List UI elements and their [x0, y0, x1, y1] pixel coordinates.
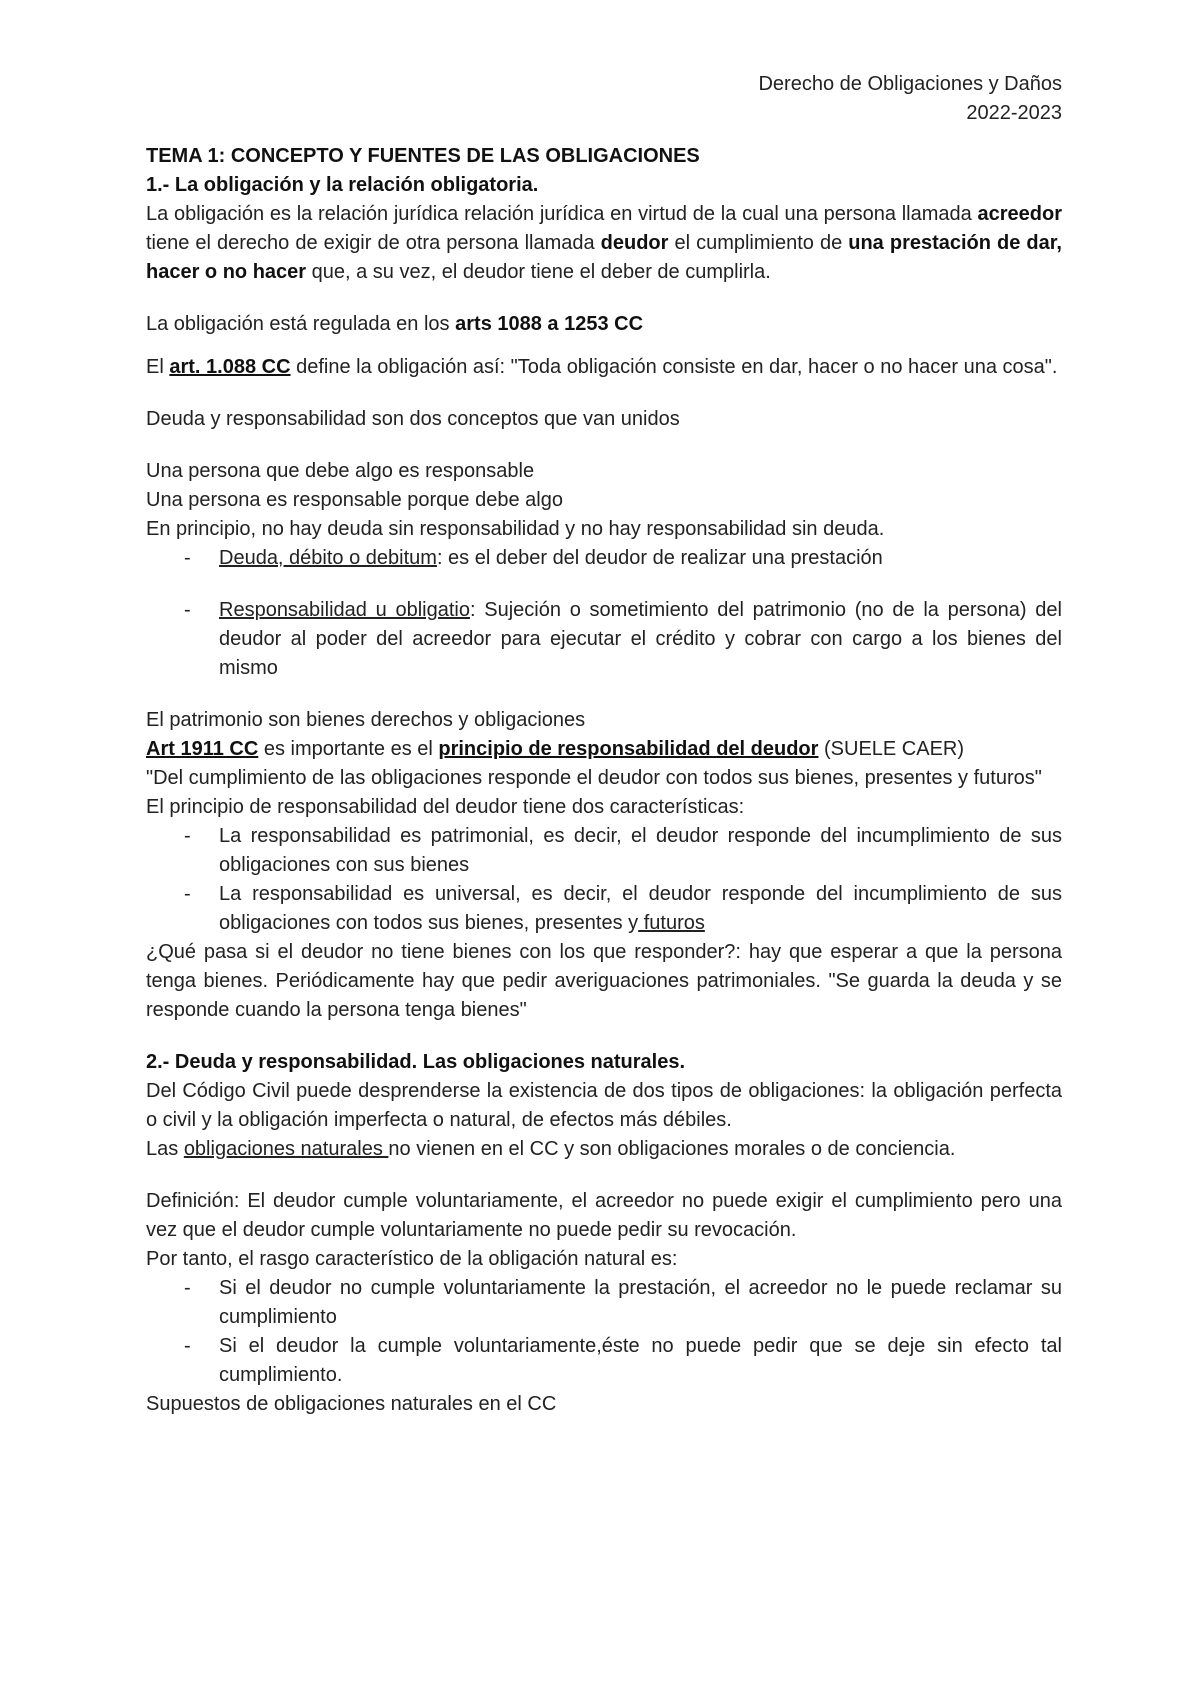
responsibility-line-2: Una persona es responsable porque debe algo: [146, 489, 563, 511]
natural-obligation-traits-list: [146, 1274, 1062, 1390]
course-name: Derecho de Obligaciones y Daños: [758, 73, 1062, 95]
tema-title: TEMA 1: CONCEPTO Y FUENTES DE LAS OBLIGACIONES: [146, 145, 700, 167]
responsibility-line-3: En principio, no hay deuda sin responsabilidad y no hay responsabilidad sin deuda.: [146, 518, 885, 540]
list-item: - Responsabilidad u obligatio: Sujeción o sometimiento del patrimonio (no de la persona) del deudor al poder del acreedor para ejecutar el crédito y cobrar con cargo a los bienes del mismo: [146, 596, 1062, 683]
characteristic-line: Por tanto, el rasgo característico de la obligación natural es:: [146, 1248, 678, 1270]
section2-heading: 2.- Deuda y responsabilidad. Las obligaciones naturales.: [146, 1051, 686, 1073]
question-paragraph: ¿Qué pasa si el deudor no tiene bienes con los que responder?: hay que esperar a que la persona tenga bienes. Periódicamente hay que pedir averiguaciones patrimoniales. "Se guarda la deuda y se responde cuando la persona tenga bienes": [146, 941, 1062, 1021]
definition-natural: Definición: El deudor cumple voluntariamente, el acreedor no puede exigir el cumplimiento pero una vez que el deudor cumple voluntariamente no puede pedir su revocación.: [146, 1190, 1062, 1241]
list-item: - La responsabilidad es patrimonial, es decir, el deudor responde del incumplimiento de sus obligaciones con sus bienes: [146, 822, 1062, 880]
patrimonio-line: El patrimonio son bienes derechos y obligaciones: [146, 709, 586, 731]
list-item: - Si el deudor no cumple voluntariamente la prestación, el acreedor no le puede reclamar su cumplimiento: [146, 1274, 1062, 1332]
principle-characteristics-list: [146, 822, 1062, 938]
article-1911-quote: "Del cumplimiento de las obligaciones responde el deudor con todos sus bienes, presentes y futuros": [146, 767, 1042, 789]
responsibility-concepts-list: [146, 596, 1062, 683]
article-1911-line: Art 1911 CC es importante es el principio de responsabilidad del deudor (SUELE CAER): [146, 738, 965, 760]
supuestos-line: Supuestos de obligaciones naturales en el CC: [146, 1393, 557, 1415]
regulation-paragraph: La obligación está regulada en los arts 1088 a 1253 CC: [146, 313, 644, 335]
section1-heading: 1.- La obligación y la relación obligatoria.: [146, 174, 539, 196]
section2-intro: Del Código Civil puede desprenderse la existencia de dos tipos de obligaciones: la obligación perfecta o civil y la obligación imperfecta o natural, de efectos más débiles.: [146, 1080, 1062, 1131]
academic-year: 2022-2023: [966, 102, 1062, 124]
principle-line: El principio de responsabilidad del deudor tiene dos características:: [146, 796, 745, 818]
list-item: - Deuda, débito o debitum: es el deber del deudor de realizar una prestación: [146, 544, 1062, 573]
debt-responsibility-line: Deuda y responsabilidad son dos conceptos que van unidos: [146, 408, 680, 430]
debt-concepts-list: [146, 544, 1062, 573]
article-1088-paragraph: El art. 1.088 CC define la obligación así: "Toda obligación consiste en dar, hacer o no hacer una cosa".: [146, 356, 1058, 378]
page-header: [146, 70, 1062, 128]
list-item: - Si el deudor la cumple voluntariamente,éste no puede pedir que se deje sin efecto tal cumplimiento.: [146, 1332, 1062, 1390]
responsibility-line-1: Una persona que debe algo es responsable: [146, 460, 535, 482]
definition-paragraph: La obligación es la relación jurídica relación jurídica en virtud de la cual una persona llamada acreedor tiene el derecho de exigir de otra persona llamada deudor el cumplimiento de una prestación de dar, hacer o no hacer que, a su vez, el deudor tiene el deber de cumplirla.: [146, 203, 1062, 283]
natural-obligations-line: Las obligaciones naturales no vienen en el CC y son obligaciones morales o de conciencia.: [146, 1138, 956, 1160]
list-item: - La responsabilidad es universal, es decir, el deudor responde del incumplimiento de sus obligaciones con todos sus bienes, presentes y futuros: [146, 880, 1062, 938]
